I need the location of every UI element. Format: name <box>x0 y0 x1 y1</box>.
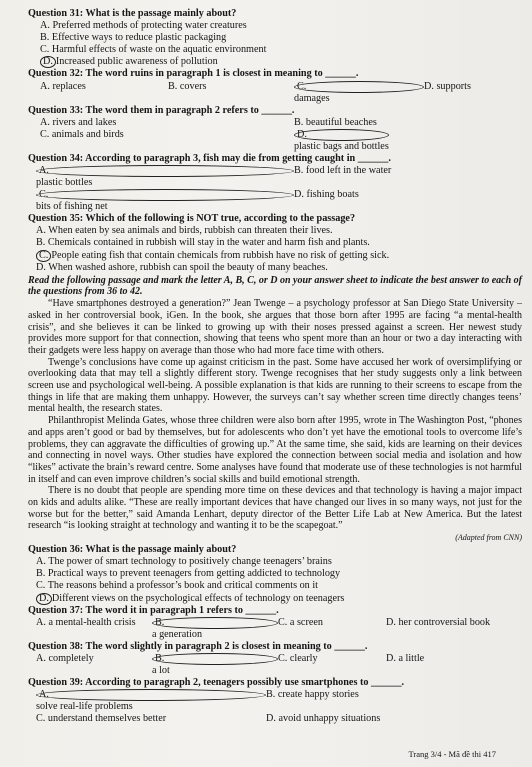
q35-option-a: A. When eaten by sea animals and birds, rubbish can threaten their lives. <box>36 225 333 237</box>
q33-options-row2 <box>28 129 522 153</box>
q38-option-a: A. completely <box>36 652 94 664</box>
passage-paragraph-2: Twenge’s conclusions have come up against criticism in the past. Some have accused her work of oversimplifying or overlooking data that may tell a slightly different story. Twenge recognises that her study suggests only a link between screen use and psychological well-being. A possible explanation is that kids are running to their screens to escape from the things in life that are making them unhappy. However, the surveys can’t say whether screen time directly changes teens’ mental health, the research states. <box>28 356 522 415</box>
page-footer: Trang 3/4 - Mã đề thi 417 <box>408 749 496 759</box>
source-line <box>28 532 522 544</box>
q37-stem: Question 37: The word it in paragraph 1 refers to ______. <box>28 604 279 616</box>
passage-paragraph-4: There is no doubt that people are spending more time on these devices and that technology is having a major impact on kids and adults alike. “These are really important devices that have changed our lives in so many ways, not just for the worse but for the better,” said Amanda Lenhart, deputy director of the Better Life Lab at New America. But the latest research “is looking straight at technology and wanting it to be the scapegoat.” <box>28 485 522 532</box>
q35-option-c: C. People eating fish that contain chemicals from rubbish have no risk of getting sick. <box>28 250 522 262</box>
q31-option-d: D. Increased public awareness of pollution <box>28 56 522 68</box>
q31-option-b: B. Effective ways to reduce plastic packaging <box>40 32 227 44</box>
q36-stem: Question 36: What is the passage mainly about? <box>28 544 237 556</box>
q36-option-a: A. The power of smart technology to positively change teenagers’ brains <box>36 556 332 568</box>
q33-option-c: C. animals and birds <box>40 128 124 140</box>
q32-option-b: B. covers <box>168 80 207 92</box>
q34-option-b: B. food left in the water <box>294 165 392 177</box>
q39-option-c: C. understand themselves better <box>36 713 167 725</box>
q38-option-d: D. a little <box>386 652 425 664</box>
answer-circle-icon: B. <box>152 653 278 665</box>
answer-circle-icon: B. <box>152 617 278 629</box>
q35-option-b: B. Chemicals contained in rubbish will stay in the water and harm fish and plants. <box>36 237 370 249</box>
q34-stem: Question 34: According to paragraph 3, fish may die from getting caught in ______. <box>28 152 391 164</box>
q39-option-d: D. avoid unhappy situations <box>266 713 381 725</box>
q32-option-d: D. supports <box>424 80 471 92</box>
q31-stem: Question 31: What is the passage mainly about? <box>28 8 237 19</box>
q39-options-row1 <box>28 689 522 713</box>
q32-stem: Question 32: The word ruins in paragraph 1 is closest in meaning to ______. <box>28 68 359 80</box>
q39-stem: Question 39: According to paragraph 2, teenagers possibly use smartphones to ______. <box>28 677 405 688</box>
passage-source: (Adapted from CNN) <box>455 533 522 543</box>
q33-options-row1 <box>28 117 522 129</box>
answer-circle-icon: A. <box>36 165 294 177</box>
answer-circle-icon: C. <box>36 189 294 201</box>
q33-option-d: D. plastic bags and bottles <box>294 128 389 152</box>
q38-options <box>28 653 522 677</box>
q35-stem: Question 35: Which of the following is NOT true, according to the passage? <box>28 213 356 225</box>
q38-option-b: B. a lot <box>152 653 278 677</box>
q37-option-d: D. her controversial book <box>386 616 491 628</box>
q37-option-a: A. a mental-health crisis <box>36 616 136 628</box>
q34-option-a: A. plastic bottles <box>36 165 294 189</box>
q39-option-b: B. create happy stories <box>266 689 359 701</box>
q39-option-a: A. solve real-life problems <box>36 689 266 713</box>
answer-circle-icon: D. <box>294 129 389 141</box>
q37-option-c: C. a screen <box>278 616 323 628</box>
q38-stem: Question 38: The word slightly in paragraph 2 is closest in meaning to ______. <box>28 640 368 652</box>
q33-option-a: A. rivers and lakes <box>40 116 117 128</box>
q38-option-c: C. clearly <box>278 652 318 664</box>
q32-option-c: C. damages <box>294 81 424 105</box>
q34-options-row2 <box>28 189 522 213</box>
answer-circle-icon: C. <box>36 250 51 262</box>
reading-passage <box>28 298 522 532</box>
passage-paragraph-3: Philanthropist Melinda Gates, whose three children were also born after 1995, wrote in The Washington Post, “phones and apps aren’t good or bad by themselves, but for adolescents who don’t yet have the emotional tools to overcome life’s problems, they can aggravate the difficulties of growing up.” At the same time, she said, kids are learning on their devices and connecting in novel ways. Other studies have explored the connection between social media and isolation and how “likes” activate the brain’s reward centre. Some analyses have found that moderate use of these technologies is not harmful in itself and can even improve children’s social skills and build emotional strength. <box>28 415 522 485</box>
q32-option-a: A. replaces <box>40 80 86 92</box>
q33-option-b: B. beautiful beaches <box>294 116 377 128</box>
answer-circle-icon: C. <box>294 81 424 93</box>
passage-instruction: Read the following passage and mark the letter A, B, C, or D on your answer sheet to indicate the best answer to each of the questions from 36 to 42. <box>28 274 522 298</box>
q32-options <box>28 81 522 105</box>
q36-option-d: D. Different views on the psychological effects of technology on teenagers <box>28 593 522 605</box>
q34-options-row1 <box>28 165 522 189</box>
q36-option-c: C. The reasons behind a professor’s book and critical comments on it <box>36 580 318 592</box>
q34-option-c: C. bits of fishing net <box>36 189 294 213</box>
q36-option-b: B. Practical ways to prevent teenagers from getting addicted to technology <box>36 568 341 580</box>
answer-circle-icon: A. <box>36 689 266 701</box>
q34-option-d: D. fishing boats <box>294 189 359 201</box>
q35-option-d: D. When washed ashore, rubbish can spoil the beauty of many beaches. <box>36 261 328 273</box>
q37-options <box>28 617 522 641</box>
q39-options-row2 <box>28 713 522 725</box>
answer-circle-icon: D. <box>36 593 52 605</box>
q31-option-a: A. Preferred methods of protecting water creatures <box>40 20 247 32</box>
q37-option-b: B. a generation <box>152 617 278 641</box>
answer-circle-icon: D. <box>40 56 56 68</box>
q31-option-c: C. Harmful effects of waste on the aquatic environment <box>40 44 267 56</box>
passage-paragraph-1: “Have smartphones destroyed a generation?” Jean Twenge – a psychology professor at San Diego State University – asked in her controversial book, iGen. In the book, she argues that those born after 1995 are facing “a mental-health crisis”, and she believes it can be linked to growing up with their noses pressed against a screen. Her newest study provides more support for that connection, showing that teens who spent more than an hour or two a day interacting with their gadgets were less happy on average than those who had more face time with others. <box>28 298 522 356</box>
q33-stem: Question 33: The word them in paragraph 2 refers to ______. <box>28 104 295 116</box>
